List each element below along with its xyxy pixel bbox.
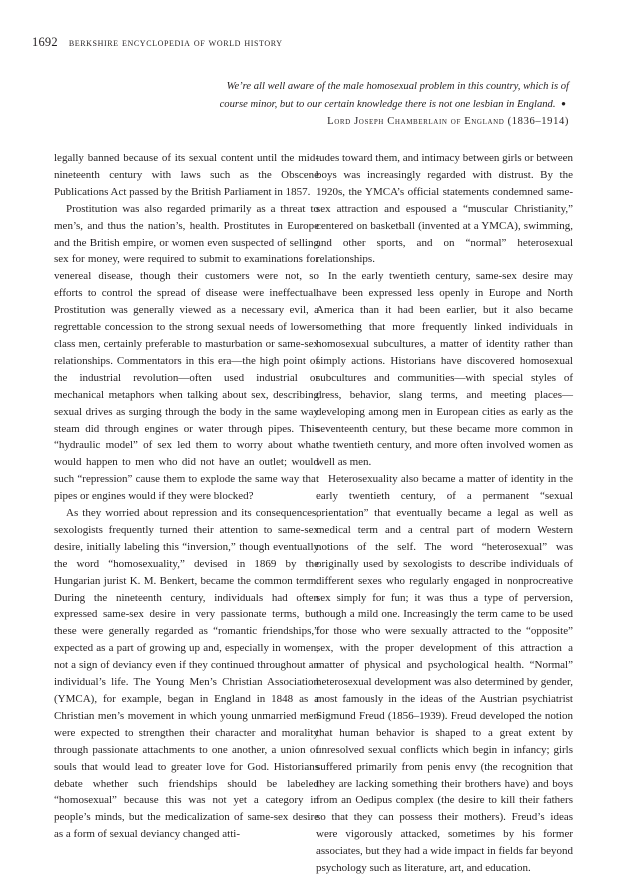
paragraph: Heterosexuality also became a matter of identity in the early twentieth century, of a permanent “sexual orientation” that eventually became a legal as well as medical term and a central part of modern Western notions of the self. The word “heterosexual” was originally used by sexologists to describe individuals of different sexes who regularly engaged in nonprocreative sex simply for fun; it was thus a type of perversion, though a mild one. Increasingly the term came to be used for those who were sexually attracted to the “opposite” sex, with the proper development of this attraction a matter of physical and psychological health. “Normal” heterosexual development was also determined by gender, most famously in the ideas of the Austrian psychiatrist Sigmund Freud (1856–1939). Freud developed the notion that human behavior is shaped to a great extent by unresolved sexual conflicts which begin in infancy; girls suffered primarily from penis envy (the recognition that they are lacking something their brothers have) and boys from an Oedipus complex (the desire to kill their fathers so that they can possess their mothers). Freud’s ideas were vigorously attacked, sometimes by his former associates, but they had a wide impact in fields far beyond psychology such as literature, art, and education.: [316, 473, 573, 875]
paragraph: legally banned because of its sexual content until the mid-nineteenth century with laws such as the Obscene Publications Act passed by the British Parliament in 1857.: [54, 152, 319, 198]
paragraph: Prostitution was also regarded primarily as a threat to men’s, and thus the nation’s, health. Prostitutes in Europe and the British empire, or women even suspected of selling sex for money, were required to submit to examinations for venereal disease, though their customers were not, so efforts to control the spread of disease were ineffectual. Prostitution was generally viewed as a necessary evil, a regrettable concession to the strong sexual needs of lower-class men, certainly preferable to masturbation or same-sex relationships. Commentators in this era—the high point of the industrial revolution—often used industrial or mechanical metaphors when talking about sex, describing sexual drives as surging through the body in the same way steam did through engines or water through pipes. This “hydraulic model” of sex led them to worry about what would happen to men who did not have an outlet; would such “repression” cause them to explode the same way that pipes or engines would if they were blocked?: [54, 202, 319, 503]
right-column: [316, 150, 573, 877]
epigraph-text: We’re all well aware of the male homosexual problem in this country, which is of course minor, but to our certain knowledge there is not one lesbian in England.: [219, 81, 569, 110]
epigraph-attribution: Lord Joseph Chamberlain of England (1836–1914): [327, 116, 569, 127]
paragraph: As they worried about repression and its consequences, sexologists frequently turned their attention to same-sex desire, initially labeling this “inversion,” though eventually the word “homosexuality,” devised in 1869 by the Hungarian jurist K. M. Benkert, became the common term. During the nineteenth century, individuals had often expressed same-sex desire in very passionate terms, but these were generally regarded as “romantic friendships,” expected as a part of growing up and, especially in women, not a sign of deviancy even if they continued throughout an individual’s life. The Young Men’s Christian Association (YMCA), for example, began in England in 1848 as a Christian men’s movement in which young unmarried men were expected to strengthen their character and morality through passionate attachments to one another, a union of souls that would lead to greater love for God. Historians debate whether such friendships should be labeled “homosexual” because this was not yet a category in people’s minds, but the medicalization of same-sex desire as a form of sexual deviancy changed atti-: [54, 507, 319, 841]
running-header: [32, 35, 283, 50]
page-number: 1692: [32, 35, 58, 49]
publication-title: berkshire encyclopedia of world history: [68, 37, 283, 49]
paragraph: In the early twentieth century, same-sex desire may have been expressed less openly in Europe and North America than it had been earlier, but it also became something that more frequently linked individuals in homosexual subcultures, a matter of identity rather than simply actions. Historians have discovered homosexual subcultures and communities—with special styles of dress, behavior, slang terms, and meeting places—developing among men in European cities as early as the seventeenth century, but these became more common in the twentieth century, and more often involved women as well as men.: [316, 270, 573, 469]
left-column: [54, 150, 319, 843]
paragraph: tudes toward them, and intimacy between girls or between boys was increasingly regarded with distrust. By the 1920s, the YMCA’s official statements condemned same-sex attraction and espoused a “muscular Christianity,” centered on basketball (invented at a YMCA), swimming, and other sports, and on “normal” heterosexual relationships.: [316, 152, 573, 266]
bullet-icon: ●: [561, 99, 566, 108]
epigraph: [213, 78, 569, 130]
